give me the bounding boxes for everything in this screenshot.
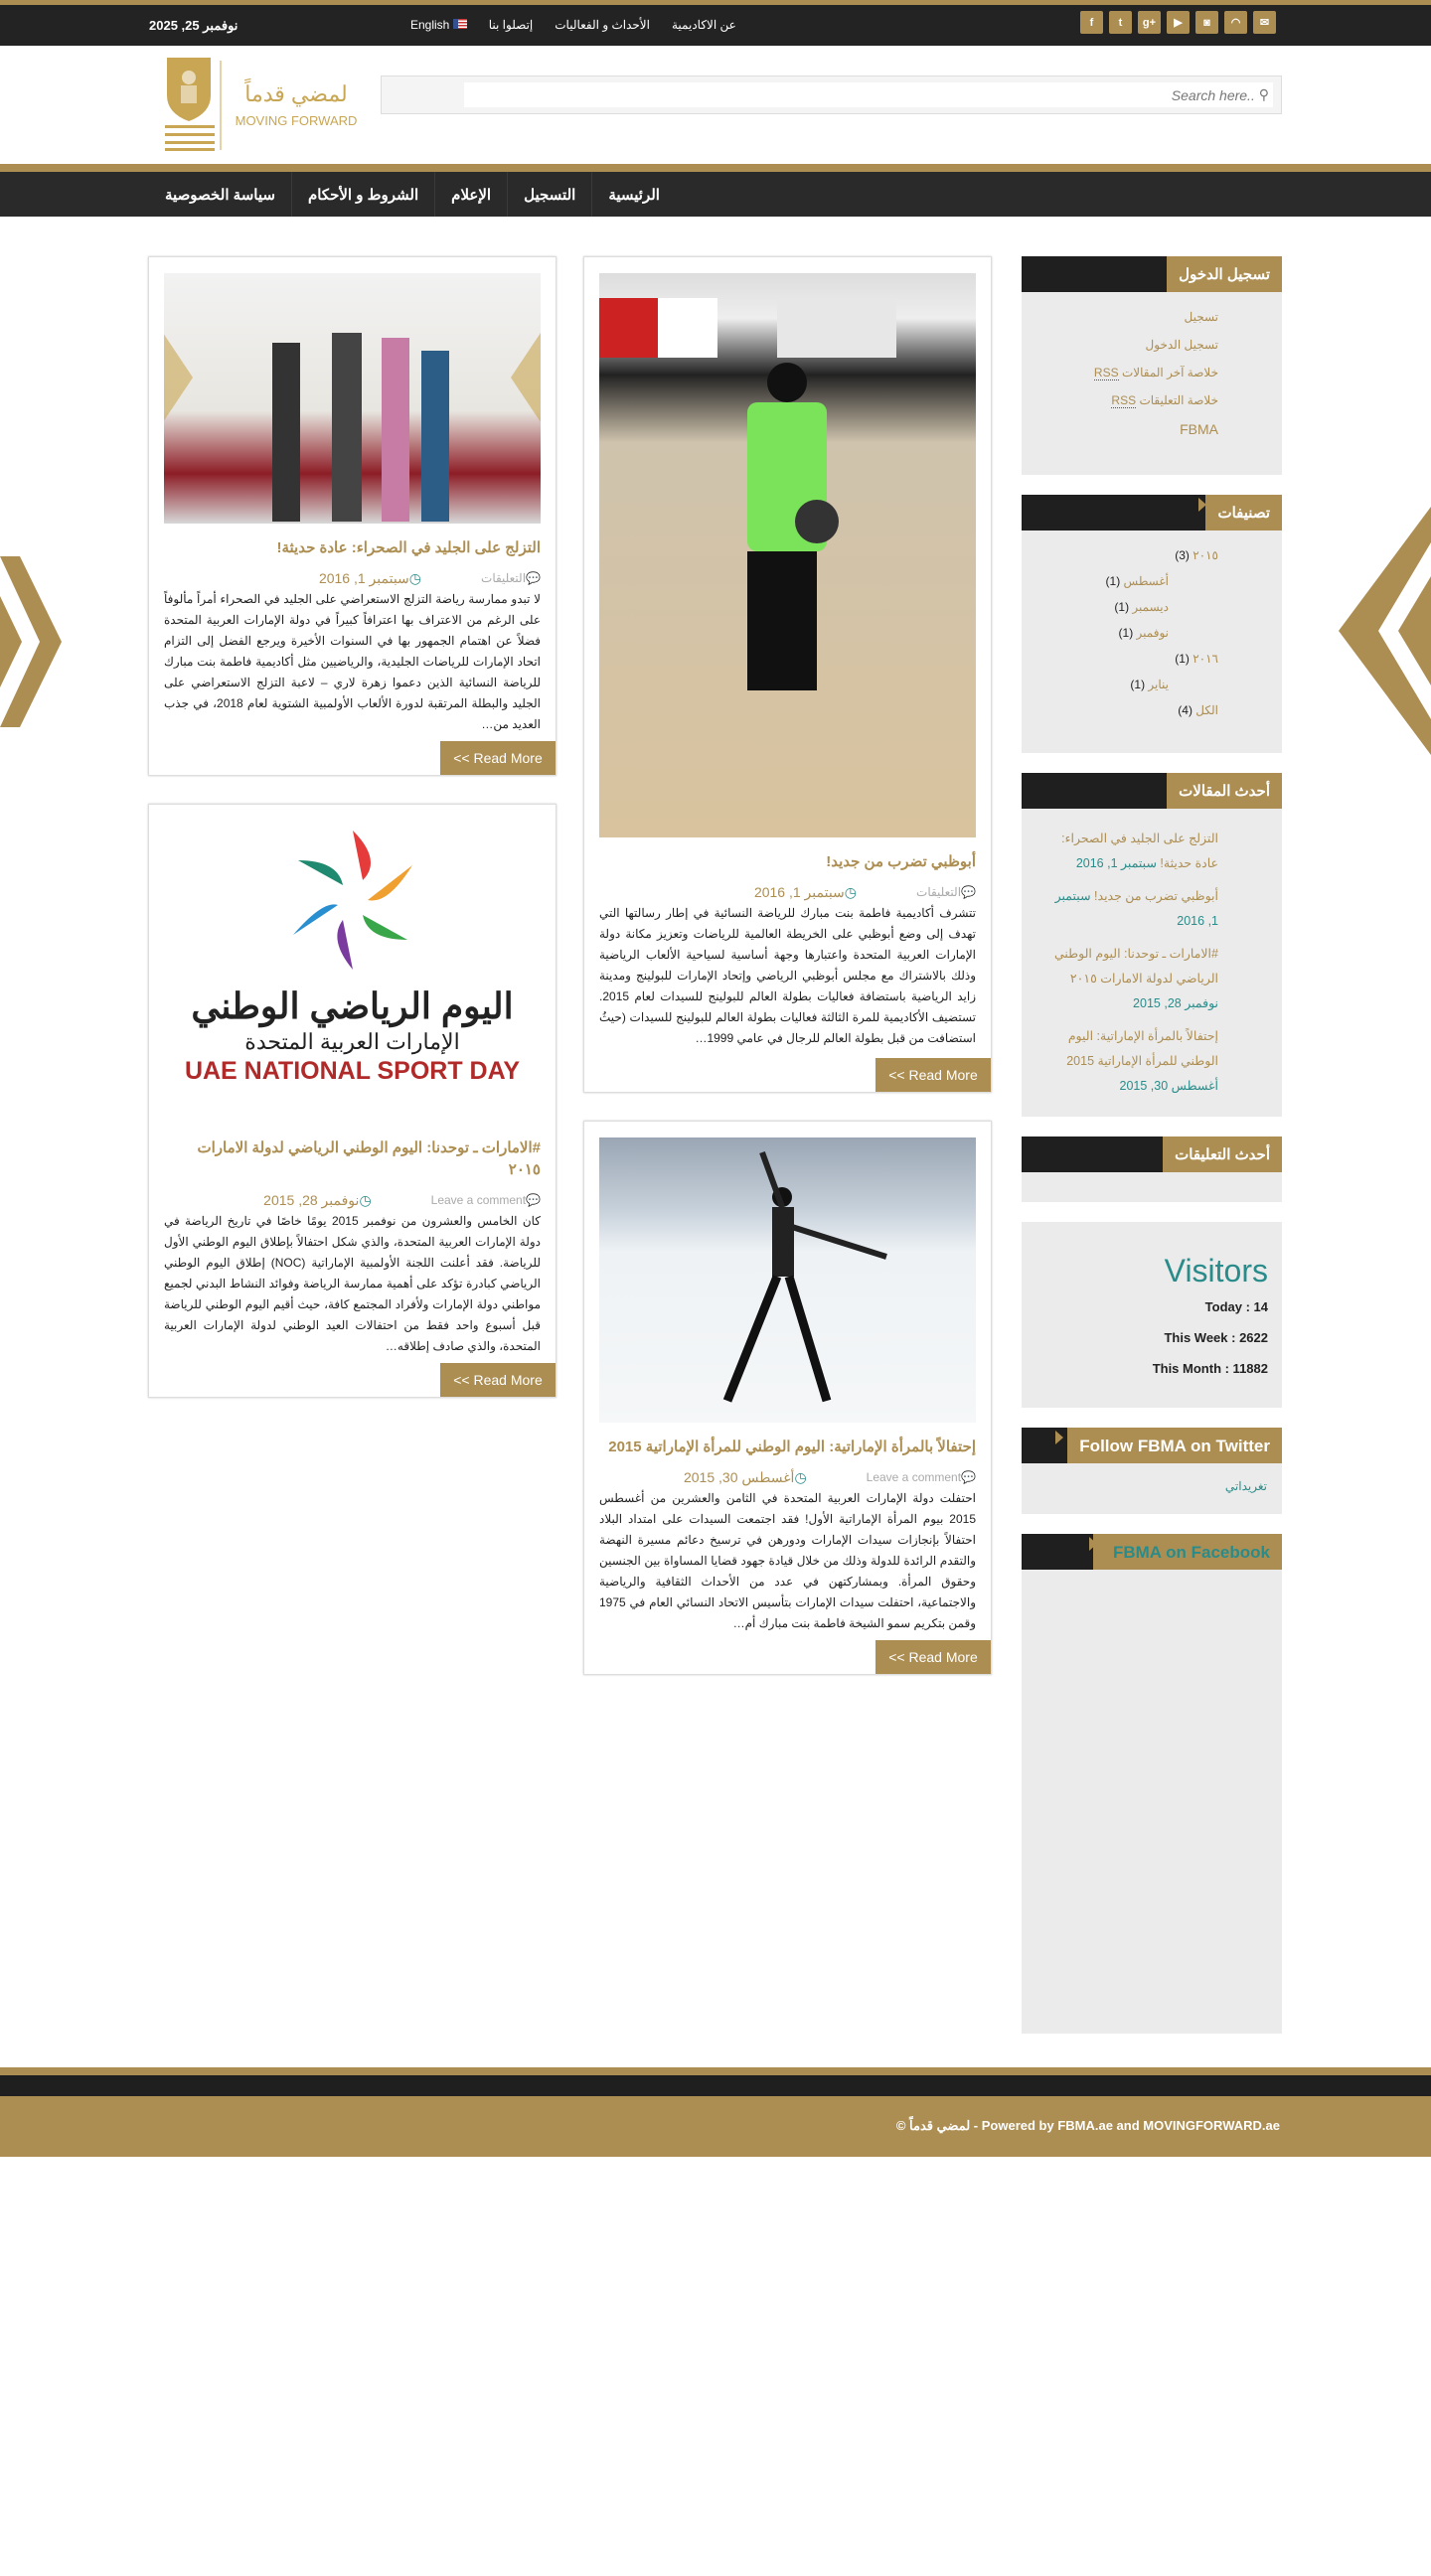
read-more-button[interactable]: << Read More xyxy=(440,741,556,775)
widget-title: FBMA on Facebook xyxy=(1093,1534,1282,1570)
us-flag-icon xyxy=(453,19,467,29)
fbma-link[interactable]: FBMA xyxy=(1180,421,1218,437)
top-links xyxy=(410,18,736,32)
read-more-button[interactable]: << Read More xyxy=(875,1058,991,1092)
widget-twitter xyxy=(1022,1428,1282,1514)
post-meta xyxy=(164,569,541,587)
clock-icon: ◷ xyxy=(359,1192,372,1208)
widget-title: تسجيل الدخول xyxy=(1167,256,1282,292)
logo-english-text: MOVING FORWARD xyxy=(235,113,358,128)
post-meta xyxy=(599,883,976,901)
read-more-button[interactable]: << Read More xyxy=(875,1640,991,1674)
social-icons xyxy=(1080,11,1276,34)
sidebar xyxy=(1022,256,1282,2034)
widget-title: أحدث التعليقات xyxy=(1163,1136,1282,1172)
footer xyxy=(0,2096,1431,2157)
post-title[interactable]: إحتفالاً بالمرأة الإماراتية: اليوم الوطني للمرأة الإماراتية 2015 xyxy=(608,1439,976,1455)
caret-icon xyxy=(1198,498,1206,512)
my-tweets-link[interactable]: تغريداتي xyxy=(1224,1479,1267,1493)
post-image-ice-skating[interactable] xyxy=(599,1137,976,1423)
entries-rss-link[interactable]: خلاصة آخر المقالات RSS xyxy=(1093,366,1218,379)
posts-column-left xyxy=(148,256,556,1398)
visitors-title: Visitors xyxy=(1164,1253,1268,1288)
widget-title: Follow FBMA on Twitter xyxy=(1067,1428,1282,1463)
widget-categories xyxy=(1022,495,1282,753)
post-card xyxy=(148,256,556,776)
post-excerpt: لا تبدو ممارسة رياضة التزلج الاستعراضي على الجليد في الصحراء أمراً مألوفاً على الرغم من الاعتراف بها اعترافاً كبيراً في دولة الإمارات العربية المتحدة فضلاً عن اهتمام الجمهور بها في السنوات الأخيرة ويرجع الفضل إلى التزام اتحاد الإمارات للرياضات الجليدية، والرياضيين مثل أكاديمية فاطمة بنت مبارك للرياضة النسائية الذين دعموا زهرة لاري – لاعبة التزلج الاستعراضي على الجليد والبطلة المرتقبة لدورة الألعاب الأولمبية الشتوية لعام 2018، في جذب العديد من… xyxy=(164,592,541,731)
widget-recent-comments xyxy=(1022,1136,1282,1202)
search-placeholder: Search here.. xyxy=(1171,86,1255,103)
post-meta xyxy=(164,1191,541,1209)
footer-accent-stripe xyxy=(0,2067,1431,2075)
comments-link[interactable]: 💬Leave a comment xyxy=(430,1193,541,1207)
prev-arrow-icon[interactable] xyxy=(0,556,62,727)
top-link-english[interactable]: English xyxy=(410,18,467,32)
post-card xyxy=(583,1121,992,1675)
top-bar xyxy=(0,5,1431,46)
category-item[interactable]: ديسمبر (1) xyxy=(1114,600,1169,614)
twitter-icon[interactable]: t xyxy=(1109,11,1132,34)
top-link-contact[interactable]: إتصلوا بنا xyxy=(488,18,534,32)
footer-dark-band xyxy=(0,2075,1431,2096)
instagram-icon[interactable]: ◙ xyxy=(1195,11,1218,34)
image-arabic-title: اليوم الرياضي الوطني xyxy=(191,985,514,1026)
widget-visitors xyxy=(1022,1222,1282,1408)
post-date: ◷سبتمبر 1, 2016 xyxy=(753,884,858,900)
post-card xyxy=(148,804,556,1398)
skater-figure-icon xyxy=(599,1137,976,1423)
image-english-title: UAE NATIONAL SPORT DAY xyxy=(184,1057,521,1085)
search-input[interactable] xyxy=(464,82,1273,107)
clock-icon: ◷ xyxy=(794,1469,807,1485)
widget-login xyxy=(1022,256,1282,475)
post-title[interactable]: التزلج على الجليد في الصحراء: عادة حديثة! xyxy=(276,539,541,556)
login-link[interactable]: تسجيل الدخول xyxy=(1145,338,1218,352)
nav-media[interactable]: الإعلام xyxy=(434,172,507,217)
top-link-events[interactable]: الأحداث و الفعاليات xyxy=(555,18,650,32)
caret-icon xyxy=(1167,776,1175,790)
bowler-figure-icon xyxy=(599,273,976,837)
comments-link[interactable]: 💬التعليقات xyxy=(481,571,541,585)
recent-post-link[interactable]: أبوظبي تضرب من جديد! سبتمبر 1, 2016 xyxy=(1054,889,1218,928)
comments-link[interactable]: 💬Leave a comment xyxy=(866,1470,976,1484)
category-item[interactable]: الكل (4) xyxy=(1178,703,1218,717)
post-title[interactable]: #الامارات ـ توحدنا: اليوم الوطني الرياضي لدولة الامارات ٢٠١٥ xyxy=(197,1139,541,1178)
recent-post-link[interactable]: #الامارات ـ توحدنا: اليوم الوطني الرياضي لدولة الامارات ٢٠١٥ نوفمبر 28, 2015 xyxy=(1053,947,1218,1010)
widget-facebook xyxy=(1022,1534,1282,2034)
nav-accent-stripe xyxy=(0,164,1431,172)
post-excerpt: احتفلت دولة الإمارات العربية المتحدة في الثامن والعشرين من أغسطس 2015 بيوم المرأة الإماراتية الأول! فقد اجتمعت السيدات على امتداد البلاد احتفالاً بإنجازات سيدات الإمارات ودورهن في ترسيخ دعائم مسيرة النهضة والتقدم الرائدة للدولة وذلك من خلال قيادة جهود قضايا المساواة بين الجنسين وحقوق المرأة. وبمشاركتهن في عدد من الأحداث الثقافية والرياضية والاجتماعية، احتفلت سيدات الإمارات بتأسيس الاتحاد النسائي العام في 1975 وقمن بتكريم سمو الشيخة فاطمة بنت مبارك أم… xyxy=(599,1491,976,1630)
nav-registration[interactable]: التسجيل xyxy=(507,172,591,217)
widget-title: أحدث المقالات xyxy=(1167,773,1282,809)
main-nav xyxy=(0,172,1431,217)
comments-link[interactable]: 💬التعليقات xyxy=(916,885,976,899)
widget-title: تصنيفات xyxy=(1205,495,1282,530)
nav-terms[interactable]: الشروط و الأحكام xyxy=(291,172,434,217)
category-item[interactable]: نوفمبر (1) xyxy=(1118,626,1169,640)
post-date: ◷نوفمبر 28, 2015 xyxy=(263,1192,372,1208)
category-item[interactable]: يناير (1) xyxy=(1130,678,1169,691)
register-link[interactable]: تسجيل xyxy=(1184,310,1218,324)
nav-privacy[interactable]: سياسة الخصوصية xyxy=(165,187,275,204)
posts-column-middle xyxy=(583,256,992,1675)
visitors-today: Today : 14 xyxy=(1204,1299,1268,1314)
post-card xyxy=(583,256,992,1093)
image-arabic-subtitle: الإمارات العربية المتحدة xyxy=(244,1029,460,1054)
post-title[interactable]: أبوظبي تضرب من جديد! xyxy=(826,853,976,870)
category-item[interactable]: أغسطس (1) xyxy=(1105,574,1169,588)
post-image-skating-podium[interactable] xyxy=(164,273,541,524)
mail-icon[interactable]: ✉ xyxy=(1253,11,1276,34)
footer-copyright: © لمضي قدماً - Powered by FBMA.ae and MOVINGFORWARD.ae xyxy=(895,2118,1280,2133)
category-item[interactable]: ٢٠١٦ (1) xyxy=(1175,652,1218,666)
google-plus-icon[interactable]: g+ xyxy=(1138,11,1161,34)
nav-home[interactable]: الرئيسية xyxy=(591,172,676,217)
site-logo[interactable] xyxy=(159,56,368,155)
clock-icon: ◷ xyxy=(408,570,422,586)
post-meta xyxy=(599,1468,976,1486)
caret-icon xyxy=(1167,259,1175,273)
recent-post-link[interactable]: التزلج على الجليد في الصحراء: عادة حديثة! سبتمبر 1, 2016 xyxy=(1061,832,1218,870)
comments-rss-link[interactable]: خلاصة التعليقات RSS xyxy=(1111,393,1218,407)
post-excerpt: تتشرف أكاديمية فاطمة بنت مبارك للرياضة النسائية في إطار رسالتها التي تهدف إلى وضع أبوظبي على الخريطة العالمية للرياضات وتعزيز مكانة دولة الإمارات العربية المتحدة واعتبارها وجهة أساسية لسياحية الألعاب الرياضية وذلك بالاشتراك مع مجلس أبوظبي الرياضي وإتحاد الإمارات للبولينج ومدينة زايد الرياضية باستضافة فعاليات بطولة العالم للبولينج للسيدات لعام 2015. تستضيف الأكاديمية للمرة الثالثة فعاليات بطولة العالم للبولينج للسيدات (حيثُ استضافت من قبل بطولة العالم للرجال في عامي 1999… xyxy=(599,906,976,1045)
clock-icon: ◷ xyxy=(844,884,858,900)
post-excerpt: كان الخامس والعشرون من نوفمبر 2015 يومًا خاصًا في تاريخ الرياضة في دولة الإمارات العربية المتحدة، والذي شكل احتفالاً بإطلاق اليوم الوطني الأول للرياضة. فقد أعلنت اللجنة الأولمبية الإماراتية (NOC) إطلاق اليوم الوطني الرياضي كبادرة تؤكد على أهمية ممارسة الرياضة وفوائد النشاط البدني لجميع مواطني دولة الإمارات ولأفراد المجتمع كافة، حيث أقيم اليوم الوطني للرياضة قبل أسبوع واحد فقط من احتفالات العيد الوطني لدولة الإمارات العربية المتحدة، والذي صادف إطلاقه… xyxy=(164,1214,541,1353)
post-image-bowling[interactable] xyxy=(599,273,976,837)
next-arrow-icon[interactable] xyxy=(1339,507,1431,755)
caret-icon xyxy=(1165,1139,1173,1153)
logo-arabic-text: لمضي قدماً xyxy=(244,81,348,106)
read-more-button[interactable]: << Read More xyxy=(440,1363,556,1397)
visitors-week: This Week : 2622 xyxy=(1164,1330,1268,1345)
sport-day-emblem-icon xyxy=(273,821,432,980)
facebook-icon[interactable]: f xyxy=(1080,11,1103,34)
search-icon[interactable]: ⚲ xyxy=(1258,86,1269,102)
current-date: نوفمبر 25, 2025 xyxy=(149,18,238,33)
recent-post-link[interactable]: إحتفالاً بالمرأة الإماراتية: اليوم الوطني للمرأة الإماراتية 2015 أغسطس 30, 2015 xyxy=(1066,1029,1218,1093)
widget-recent-posts xyxy=(1022,773,1282,1117)
post-image-national-sport-day[interactable] xyxy=(164,821,541,1124)
search-box xyxy=(381,76,1282,114)
post-date: ◷سبتمبر 1, 2016 xyxy=(318,570,422,586)
post-date: ◷أغسطس 30, 2015 xyxy=(683,1469,807,1485)
podium-athletes-icon xyxy=(164,273,541,524)
category-item[interactable]: ٢٠١٥ (3) xyxy=(1175,548,1218,562)
rss-icon[interactable]: ◠ xyxy=(1224,11,1247,34)
caret-icon xyxy=(1089,1537,1097,1551)
youtube-icon[interactable]: ▶ xyxy=(1167,11,1190,34)
top-link-about[interactable]: عن الاكاديمية xyxy=(671,18,736,32)
visitors-month: This Month : 11882 xyxy=(1152,1361,1268,1376)
caret-icon xyxy=(1055,1431,1063,1444)
